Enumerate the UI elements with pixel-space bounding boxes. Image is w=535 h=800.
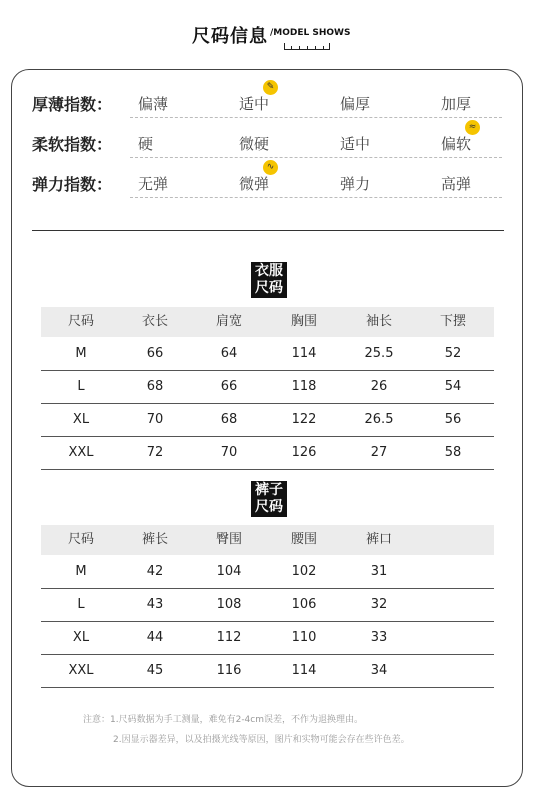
table-cell: 102: [291, 564, 317, 579]
index-option: 适中: [340, 135, 371, 153]
column-header: 肩宽: [215, 314, 242, 329]
table-cell: 110: [291, 630, 317, 645]
table-header-row: [41, 307, 494, 337]
pencil-icon: ✎: [263, 80, 278, 95]
note-line-1: 注意：1.尺码数据为手工测量，难免有2-4cm误差，不作为退换理由。: [83, 715, 364, 725]
page-subtitle: /MODEL SHOWS: [270, 28, 351, 38]
index-row: [32, 162, 502, 198]
table-cell: 44: [146, 630, 164, 645]
index-dashed-line: [130, 197, 502, 198]
pants-size-badge: [251, 481, 287, 517]
table-cell: 52: [444, 346, 462, 361]
section-divider: [32, 230, 504, 231]
table-cell: 66: [220, 379, 238, 394]
column-header: 衣长: [141, 314, 168, 329]
table-cell: 54: [444, 379, 462, 394]
table-cell: 27: [370, 445, 388, 460]
pants-badge-line1: 裤子: [255, 482, 283, 498]
table-cell: L: [77, 597, 85, 612]
table-cell: 118: [291, 379, 317, 394]
table-cell: 66: [146, 346, 164, 361]
table-cell: 126: [291, 445, 317, 460]
table-cell: 72: [146, 445, 164, 460]
index-option: 加厚: [441, 95, 472, 113]
column-header: 尺码: [67, 532, 94, 547]
note-line-2: 2.因显示器差异，以及拍摄光线等原因，图片和实物可能会存在些许色差。: [113, 735, 410, 745]
table-cell: 26: [370, 379, 388, 394]
column-header: 腰围: [290, 532, 317, 547]
page-title: 尺码信息: [192, 26, 268, 47]
table-row: [41, 621, 494, 655]
table-cell: 31: [370, 564, 388, 579]
table-cell: 104: [216, 564, 242, 579]
index-option: 高弹: [441, 175, 472, 193]
table-row: [41, 555, 494, 589]
table-cell: 33: [370, 630, 388, 645]
index-dashed-line: [130, 157, 502, 158]
index-option: 硬: [138, 135, 154, 153]
table-cell: XL: [72, 412, 90, 427]
top-badge-line1: 衣服: [255, 263, 283, 279]
wave-icon: ≈: [465, 120, 480, 135]
table-cell: 68: [220, 412, 238, 427]
table-cell: 106: [291, 597, 317, 612]
pants-badge-line2: 尺码: [255, 499, 283, 515]
table-cell: 32: [370, 597, 388, 612]
index-label: 柔软指数：: [32, 135, 113, 154]
ruler-icon: [284, 43, 330, 50]
top-badge-line2: 尺码: [255, 280, 283, 296]
table-cell: 58: [444, 445, 462, 460]
index-option: 弹力: [340, 175, 371, 193]
index-option: 偏软: [441, 135, 472, 153]
table-cell: 26.5: [364, 412, 394, 427]
table-row: [41, 436, 494, 470]
index-option: 偏厚: [340, 95, 371, 113]
spring-icon: ∿: [263, 160, 278, 175]
table-cell: 25.5: [364, 346, 394, 361]
table-cell: 42: [146, 564, 164, 579]
top-size-badge: [251, 262, 287, 298]
table-row: [41, 654, 494, 688]
index-row: [32, 82, 502, 118]
table-cell: 108: [216, 597, 242, 612]
table-cell: 45: [146, 663, 164, 678]
table-row: [41, 403, 494, 437]
index-label: 弹力指数：: [32, 175, 113, 194]
column-header: 尺码: [67, 314, 94, 329]
index-option: 微硬: [239, 135, 270, 153]
index-row: [32, 122, 502, 158]
table-cell: M: [75, 346, 87, 361]
table-cell: 64: [220, 346, 238, 361]
table-cell: XXL: [68, 663, 94, 678]
column-header: 袖长: [365, 314, 392, 329]
index-dashed-line: [130, 117, 502, 118]
table-row: [41, 370, 494, 404]
index-label: 厚薄指数：: [32, 95, 113, 114]
index-option: 无弹: [138, 175, 169, 193]
index-option: 偏薄: [138, 95, 169, 113]
column-header: 臀围: [215, 532, 242, 547]
table-cell: XXL: [68, 445, 94, 460]
table-cell: 70: [220, 445, 238, 460]
table-row: [41, 337, 494, 371]
table-cell: L: [77, 379, 85, 394]
table-cell: 114: [291, 346, 317, 361]
column-header: 裤口: [365, 532, 392, 547]
table-cell: 112: [216, 630, 242, 645]
table-cell: XL: [72, 630, 90, 645]
column-header: 裤长: [141, 532, 168, 547]
index-option: 适中: [239, 95, 270, 113]
table-cell: 122: [291, 412, 317, 427]
table-cell: 56: [444, 412, 462, 427]
column-header: 胸围: [290, 314, 317, 329]
page-header: [0, 20, 535, 60]
table-cell: 114: [291, 663, 317, 678]
table-cell: M: [75, 564, 87, 579]
column-header: 下摆: [439, 314, 466, 329]
table-cell: 34: [370, 663, 388, 678]
index-option: 微弹: [239, 175, 270, 193]
table-cell: 68: [146, 379, 164, 394]
table-header-row: [41, 525, 494, 555]
table-cell: 70: [146, 412, 164, 427]
table-cell: 116: [216, 663, 242, 678]
table-row: [41, 588, 494, 622]
table-cell: 43: [146, 597, 164, 612]
